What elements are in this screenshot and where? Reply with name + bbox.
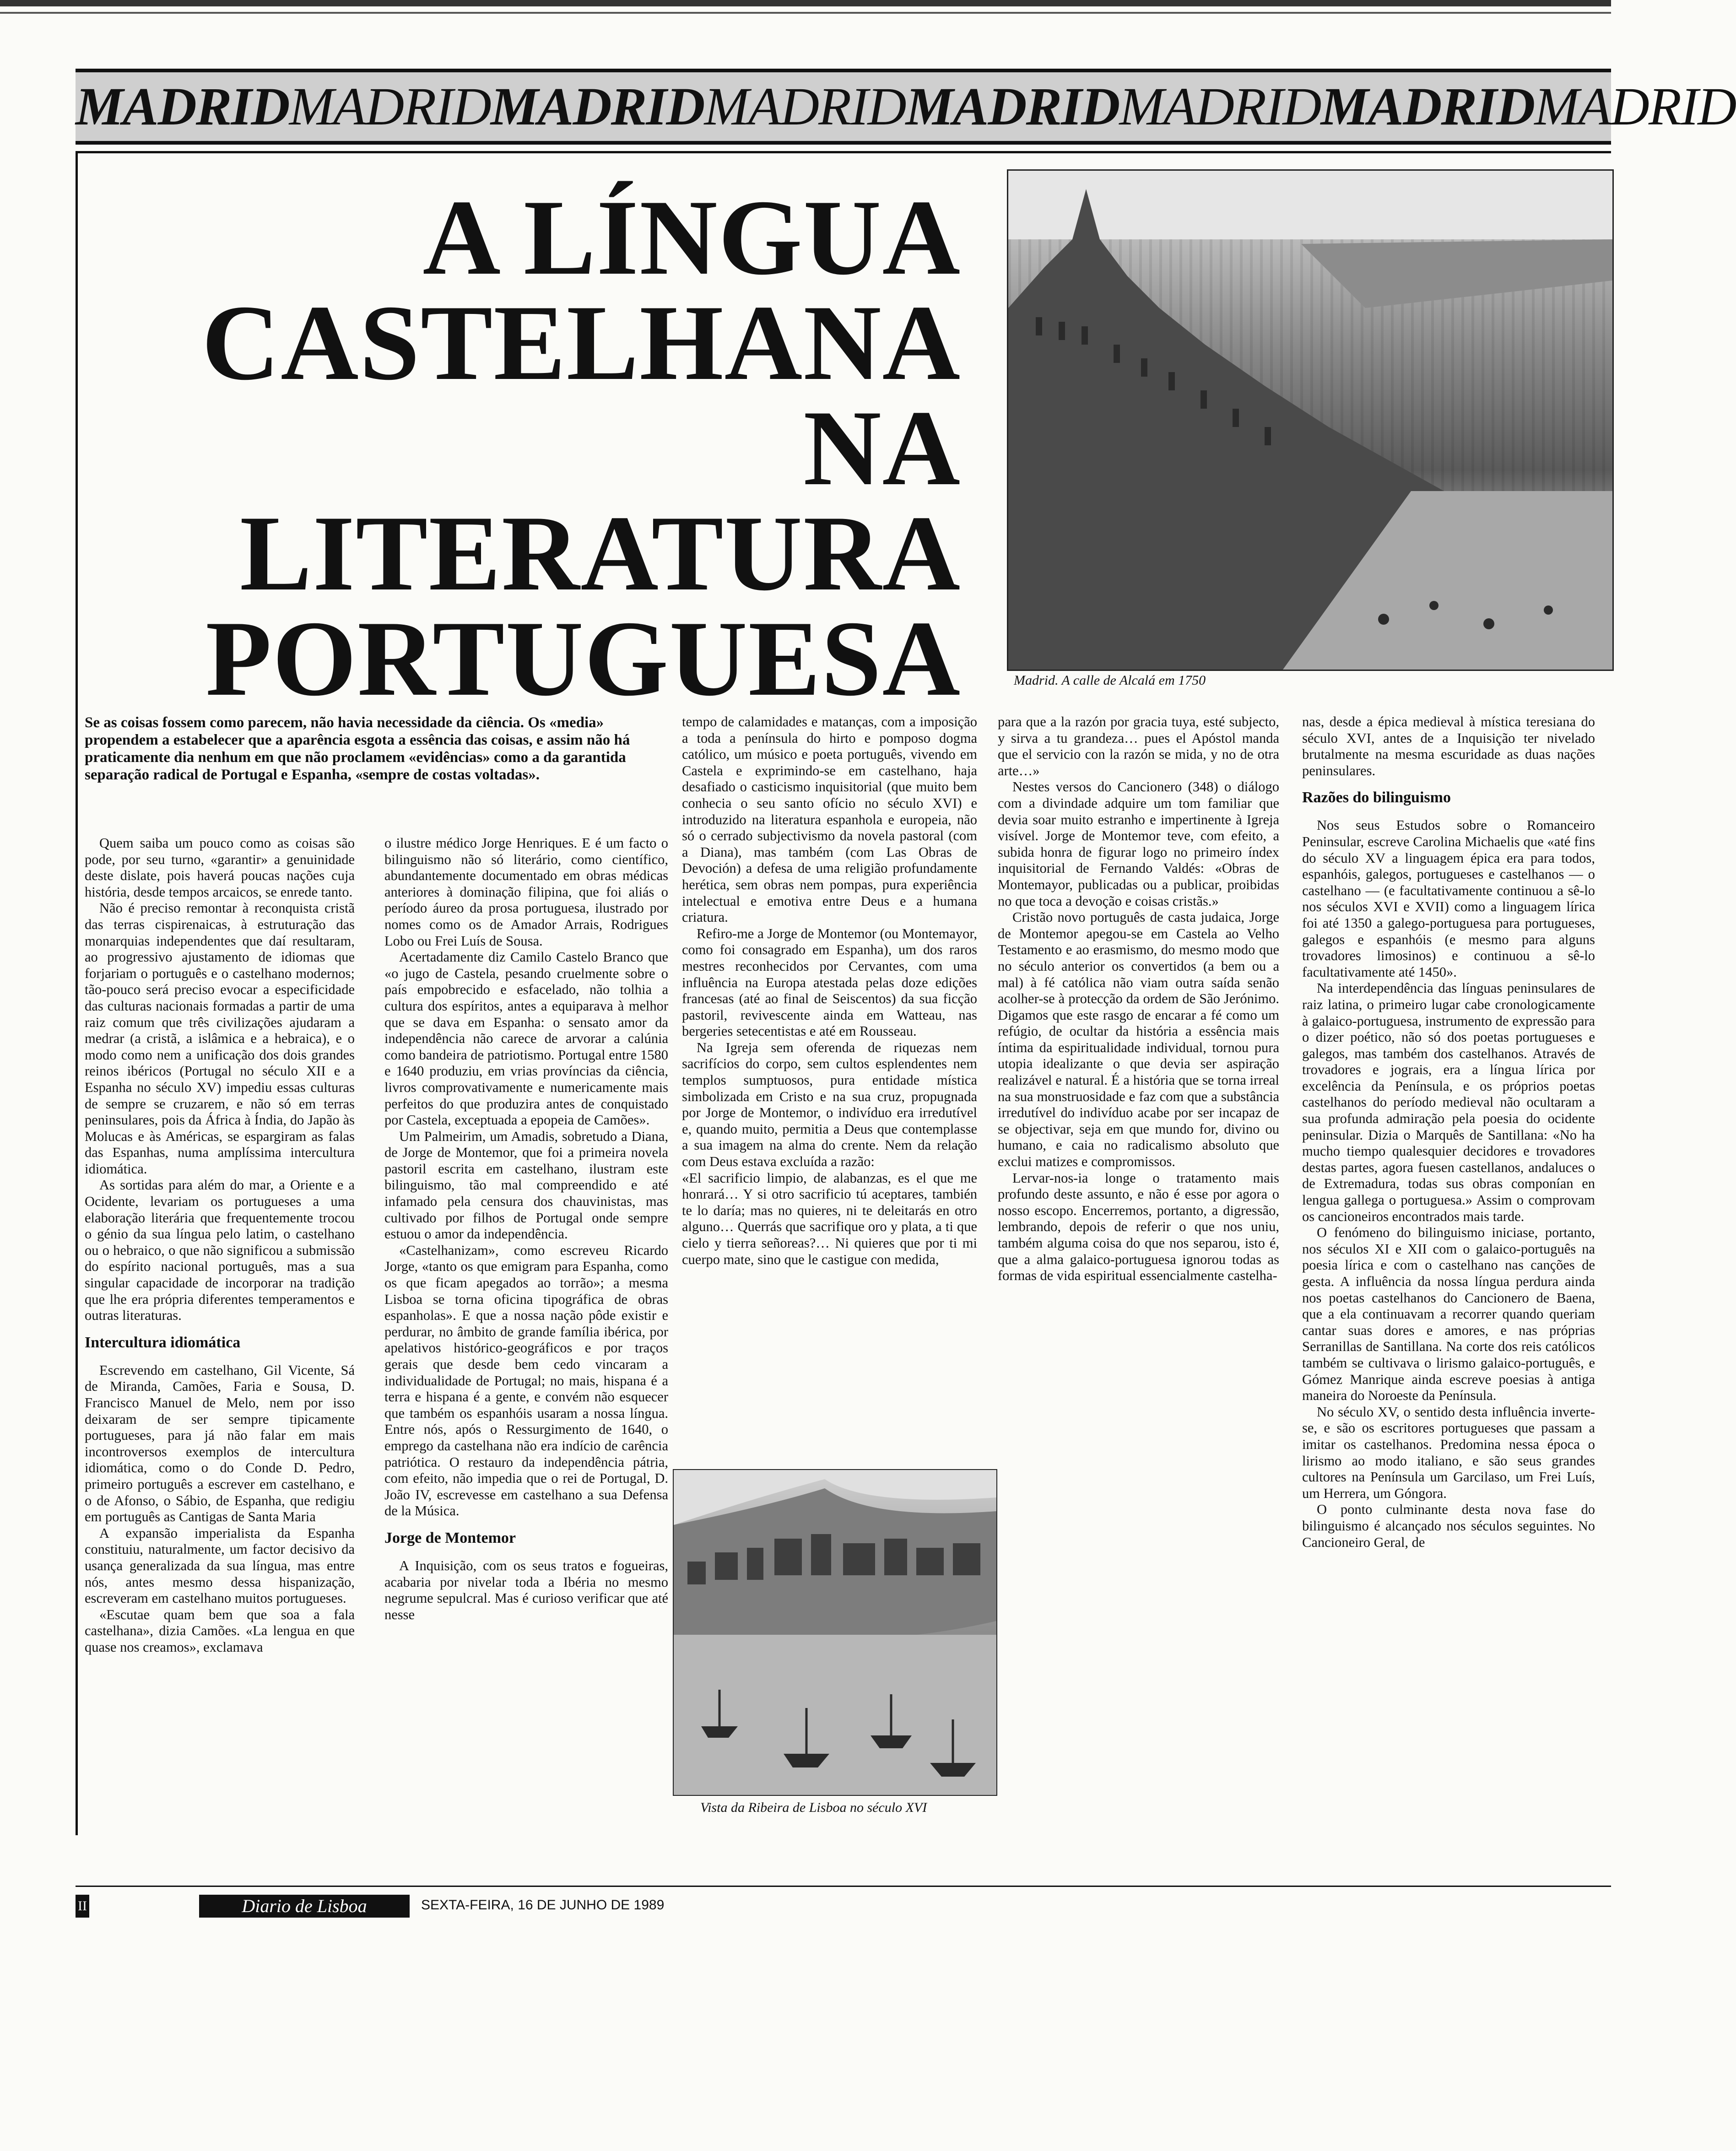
article-column-2 <box>384 835 668 1623</box>
footer-rule <box>76 1886 1611 1887</box>
paragraph: Quem saiba um pouco como as coisas são pode, por seu turno, «garantir» a genuinidade deste dislate, pois haverá poucas nações cuja história, desde tempos arcaicos, se enrede tanto. <box>85 835 355 900</box>
article-column-3 <box>682 714 977 1268</box>
verse-quote: «El sacrificio limpio, de alabanzas, es el que me honrará… Y si otro sacrificio tú aceptares, también te lo daría; mas no quieres, ni te deleitarás en otro alguno… Querrás que sacrifique oro y plata, a ti que cielo y tierra señoreas?… Ni quieres que por ti mi cuerpo mate, sino que le castigue con medida, <box>682 1170 977 1267</box>
frame-left-rule <box>76 151 78 1835</box>
paragraph: «Castelhanizam», como escreveu Ricardo Jorge, «tanto os que emigram para Espanha, como os que ficam apegados ao torrão»; a mesma Lisboa se torna oficina tipográfica de obras espanholas». E que a nossa nação pôde existir e perdurar, no âmbito de grande família ibérica, por apelativos histórico-geográficos e por traços gerais que desde bem cedo vincaram a individualidade de Portugal; no mais, hispana é a terra e hispana é a gente, e convém não esquecer que também os espanhóis usaram a nossa língua. Entre nós, após o Ressurgimento de 1640, o emprego da castelhana não era indício de carência patriótica. O restauro da independência pátria, com efeito, não impedia que o rei de Portugal, D. João IV, escrevesse em castelhano a sua Defensa de la Música. <box>384 1242 668 1519</box>
banner-word: MADRID <box>704 76 906 136</box>
paragraph: Não é preciso remontar à reconquista cristã das terras cispirenaicas, à estruturação das monarquias independentes que daí resultaram, ao progressivo ajustamento de idiomas que forjariam o português e o castelhano modernos; tão-pouco será preciso evocar a especificidade das culturas nacionais formadas a partir de uma raiz comum que três civilizações ajudaram a medrar (a cristã, a islâmica e a hebraica), e o modo como nem a unificação dos dois grandes reinos ibéricos (Portugal no século XII e a Espanha no século XV) impediu essas culturas de sempre se cruzarem, e não só em terras peninsulares, pois da África à Índia, do Japão às Molucas e às Américas, se espargiram as falas das Espanhas, numa amplíssima intercultura idiomática. <box>85 900 355 1177</box>
photo-calle-de-alcala <box>1007 169 1614 671</box>
page-footer <box>76 1895 716 1918</box>
paragraph: A expansão imperialista da Espanha constituiu, naturalmente, um factor decisivo da usança generalizada da sua língua, mas entre nós, antes mesmo dessa hispanização, escreveram em castelhano muitos portugueses. <box>85 1525 355 1606</box>
paragraph: No século XV, o sentido desta influência inverte-se, e são os escritores portugueses que passam a imitar os castelhanos. Predomina nessa época o lirismo ao modo italiano, e são seus grandes cultores na Península um Garcilaso, um Frei Luís, um Herrera, um Góngora. <box>1302 1404 1595 1501</box>
subheading: Jorge de Montemor <box>384 1529 516 1546</box>
paragraph: «Escutae quam bem que soa a fala castelhana», dizia Camões. «La lengua en que quase nos creamos», exclamava <box>85 1606 355 1655</box>
banner-word: MADRID <box>1320 76 1535 136</box>
subheading: Intercultura idiomática <box>85 1334 241 1351</box>
paragraph: tempo de calamidades e matanças, com a imposição a toda a península do hirto e pomposo dogma católico, um músico e poeta português, vivendo em Castela e exprimindo-se em castelhano, haja desafiado o casticismo inquisitorial (que muito bem conhecia o seu santo ofício no século XVI) e introduzido na literatura espanhola e europeia, não só o cerrado subjectivismo da novela pastoral (com a Diana), mas também (com Las Obras de Devoción) a defesa de uma religião profundamente herética, sem obras nem pompas, pura experiência intelectual e emotiva entre Deus e a humana criatura. <box>682 714 977 925</box>
paragraph: Lervar-nos-ia longe o tratamento mais profundo deste assunto, e não é esse por agora o nosso escopo. Encerremos, portanto, a digressão, lembrando, depois de referir o que nos uniu, também alguma coisa do que nos separou, isto é, que a alma galaico-portuguesa ignorou todas as formas de vida espiritual essencialmente castelha- <box>998 1170 1279 1284</box>
paragraph: Escrevendo em castelhano, Gil Vicente, Sá de Miranda, Camões, Faria e Sousa, D. Francisco Manuel de Melo, nem por isso deixaram de ser sempre tipicamente portugueses, para já não falar em mais incontroversos exemplos de intercultura idiomática, como o do Conde D. Pedro, primeiro português a escrever em castelhano, e o de Afonso, o Sábio, de Espanha, que redigiu em português as Cantigas de Santa Maria <box>85 1362 355 1525</box>
paragraph: A Inquisição, com os seus tratos e fogueiras, acabaria por nivelar toda a Ibéria no mesmo negrume sepulcral. Mas é curioso verificar que até nesse <box>384 1557 668 1622</box>
subheading: Razões do bilinguismo <box>1302 789 1451 806</box>
issue-date: SEXTA-FEIRA, 16 DE JUNHO DE 1989 <box>421 1897 665 1913</box>
paragraph: As sortidas para além do mar, a Oriente e a Ocidente, levariam os portugueses a uma elaboração literária que frequentemente trocou o génio da sua língua pelo latim, o castelhano ou o hebraico, o que não significou a submissão do espírito nacional português, mas a sua singular capacidade de incorporar na tradição que lhe era própria diferentes temperamentos e outras literaturas. <box>85 1177 355 1324</box>
headline-line: A LÍNGUA <box>422 178 961 297</box>
banner-word: MADRID <box>76 76 289 136</box>
page-number: II <box>76 1895 89 1918</box>
banner-word: MADRID <box>289 76 491 136</box>
photo-caption: Vista da Ribeira de Lisboa no século XVI <box>700 1800 927 1815</box>
headline-line: LITERATURA <box>239 494 961 613</box>
frame-top-rule <box>76 151 1611 153</box>
banner-word: MADRID <box>1534 76 1736 136</box>
headline-line: CASTELHANA <box>201 283 961 403</box>
paragraph: Na Igreja sem oferenda de riquezas nem sacrifícios do corpo, sem cultos esplendentes nem templos sumptuosos, pura entidade mística simbolizada em Cristo e na sua cruz, propugnada por Jorge de Montemor, o indivíduo era irredutível e, quando muito, permitia a Deus que contemplasse a sua imagem na alma do crente. Nem da relação com Deus estava excluída a razão: <box>682 1039 977 1170</box>
banner-word: MADRID <box>905 76 1119 136</box>
newspaper-logo: Diario de Lisboa <box>199 1895 410 1918</box>
lead-paragraph: Se as coisas fossem como parecem, não havia necessidade da ciência. Os «media» propendem a estabelecer que a aparência esgota a essência das coisas, e assim não há praticamente dia nenhum em que não proclamem «evidências» como a da garantida separação radical de Portugal e Espanha, «sempre de costas voltadas». <box>85 714 630 783</box>
banner-word: MADRID <box>490 76 704 136</box>
paragraph: nas, desde a épica medieval à mística teresiana do século XVI, antes de a Inquisição ter nivelado brutalmente na mesma escuridade as duas nações peninsulares. <box>1302 714 1595 778</box>
paragraph: Nestes versos do Cancionero (348) o diálogo com a divindade adquire um tom familiar que devia soar muito estranho e impertinente à Igreja visível. Jorge de Montemor teve, com efeito, a subida honra de figurar logo no primeiro índex inquisitorial de Fernando Valdés: «Obras de Montemayor, publicadas ou a publicar, proibidas no que toca a devoção e coisas cristãs.» <box>998 779 1279 909</box>
paragraph: Na interdependência das línguas peninsulares de raiz latina, o primeiro lugar cabe cronologicamente à galaico-portuguesa, instrumento de expressão para o dizer poético, não só dos poetas portugueses e galegos, mas também dos castelhanos. Através de trovadores e jograis, era a língua lírica por excelência da Península, e os próprios poetas castelhanos do período medieval não ocultaram a sua profunda admiração pela poesia do ocidente peninsular. Dizia o Marquês de Santillana: «No ha mucho tiempo qualesquier decidores e trovadores destas partes, agora fuesen castellanos, andaluces o de Extremadura, todas sus obras componían en lengua gallega o portuguesa.» Assim o comprovam os cancioneiros encontrados mais tarde. <box>1302 980 1595 1224</box>
article-column-5 <box>1302 714 1595 1551</box>
section-banner-madrid <box>76 69 1736 145</box>
photo-ribeira-de-lisboa <box>673 1469 997 1796</box>
article-column-4 <box>998 714 1279 1284</box>
paragraph: Nos seus Estudos sobre o Romanceiro Peninsular, escreve Carolina Michaelis que «até fins do século XV a linguagem épica era para todos, espanhóis, galegos, portugueses e castelhanos — o castelhano — (e facultativamente continuou a sê-lo nos séculos XVI e XVII) como a linguagem lírica foi até 1350 a galego-portuguesa para portugueses, galegos e espanhóis (e mesmo para alguns trovadores limosinos) e continuou a sê-lo facultativamente até 1450». <box>1302 817 1595 980</box>
article-column-1 <box>85 835 355 1656</box>
top-rule-thin <box>0 12 1611 14</box>
headline-line: PORTUGUESA <box>206 599 961 719</box>
paragraph: O fenómeno do bilinguismo iniciase, portanto, nos séculos XI e XII com o galaico-português na poesia lírica e com o castelhano nas canções de gesta. A influência da nossa língua perdura ainda nos poetas castelhanos do Cancionero de Baena, que a ela continuavam a recorrer quando queriam cantar suas dores e amores, e nas próprias Serranillas de Santillana. Na corte dos reis católicos também se cultivava o lirismo galaico-português, e Gómez Manrique ainda escreve poesias à antiga maneira do Noroeste da Península. <box>1302 1225 1595 1404</box>
paragraph: Acertadamente diz Camilo Castelo Branco que «o jugo de Castela, pesando cruelmente sobre o país empobrecido e esfacelado, não tolhia a cultura dos espíritos, antes a equiparava à melhor que se dava em Espanha: o sensato amor da independência não carece de arvorar a calúnia como bandeira de patriotismo. Portugal entre 1580 e 1640 produziu, em vrias províncias da ciência, livros comprovativamente e numericamente mais perfeitos do que produzira antes de conquistado por Castela, exceptuada a epopeia de Camões». <box>384 949 668 1128</box>
paragraph: Refiro-me a Jorge de Montemor (ou Montemayor, como foi consagrado em Espanha), um dos raros mestres reconhecidos por Cervantes, com uma influência na Europa atestada pelas doze edições francesas (até ao final de Seiscentos) da sua ficção pastoril, revivescente ainda em Watteau, nas bergeries setecentistas e até em Rousseau. <box>682 925 977 1039</box>
verse-quote: para que a la razón por gracia tuya, esté subjecto, y sirva a tu grandeza… pues el Apóstol manda que el servicio con la razón se mida, y no de otra arte…» <box>998 714 1279 778</box>
photo-caption: Madrid. A calle de Alcalá em 1750 <box>1014 673 1206 688</box>
paragraph: Um Palmeirim, um Amadis, sobretudo a Diana, de Jorge de Montemor, que foi a primeira novela pastoril escrita em castelhano, ilustram este bilinguismo, tão mal compreendido e até infamado pela censura dos chauvinistas, mas cultivado por filhos de Portugal onde sempre estuou o amor da independência. <box>384 1128 668 1242</box>
banner-word: MADRID <box>1119 76 1321 136</box>
paragraph: Cristão novo português de casta judaica, Jorge de Montemor apegou-se em Castela ao Velho Testamento e ao erasmismo, do mesmo modo que no século anterior os convertidos (a bem ou a mal) à fé católica não viam outra saída senão acolher-se à protecção da ordem de São Jerónimo. Digamos que este rasgo de encarar a fé como um refúgio, de ocultar da história a essência mais íntima da espiritualidade individual, tornou pura utopia idealizante o que devia ser aspiração realizável e natural. É a história que se torna irreal na sua monstruosidade e faz com que a substância irredutível do indivíduo acabe por ser incapaz de se objectivar, seja em que mundo for, divino ou humano, e caia no radicalismo absoluto que exclui matizes e compromissos. <box>998 909 1279 1170</box>
paragraph: O ponto culminante desta nova fase do bilinguismo é alcançado nos séculos seguintes. No Cancioneiro Geral, de <box>1302 1502 1595 1550</box>
paragraph: o ilustre médico Jorge Henriques. E é um facto o bilinguismo não só literário, como científico, abundantemente documentado em obras médicas anteriores à dominação filipina, que foi aliás o período áureo da prosa portuguesa, ilustrado por nomes como os de Amador Arrais, Rodrigues Lobo ou Frei Luís de Sousa. <box>384 835 668 949</box>
headline-line: NA <box>803 389 961 508</box>
top-rule <box>0 0 1611 6</box>
headline <box>82 178 961 719</box>
